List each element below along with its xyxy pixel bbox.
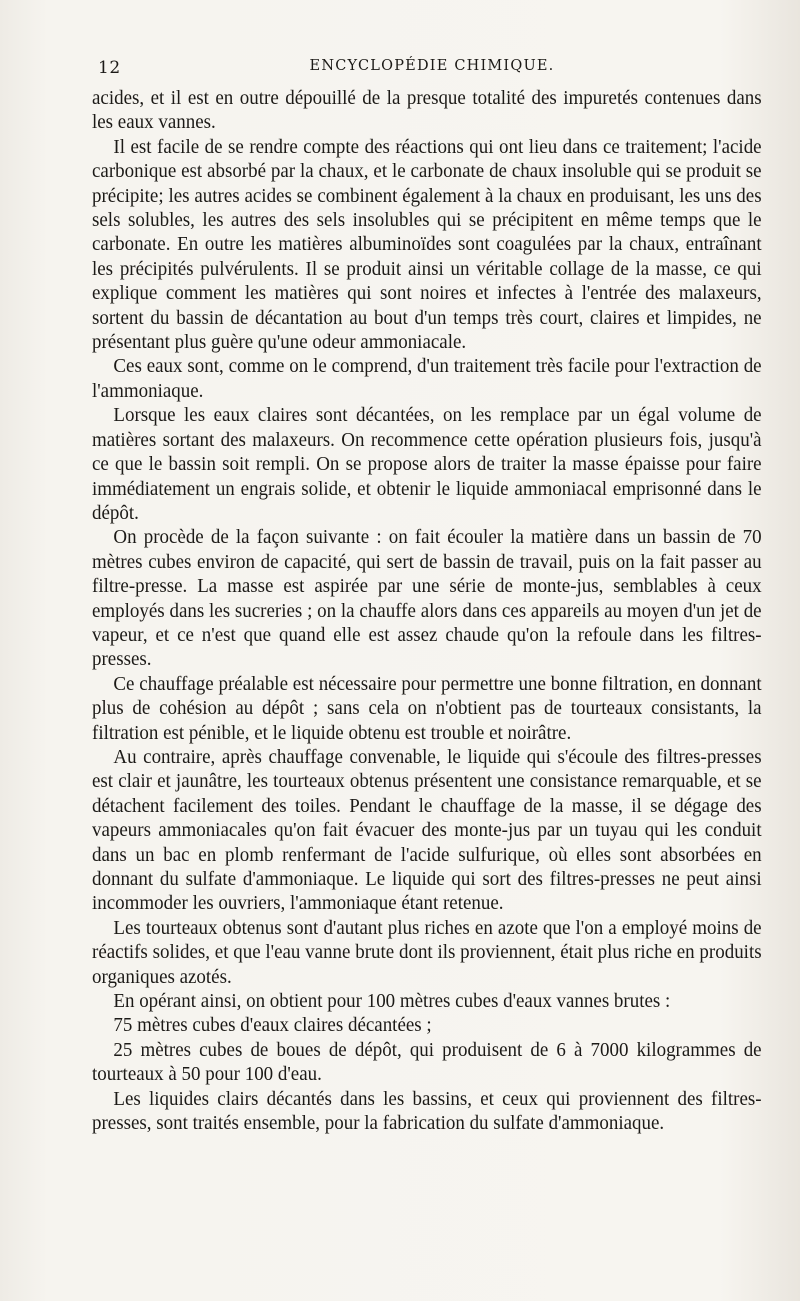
- page-number: 12: [98, 58, 121, 78]
- paragraph-liquids: Les liquides clairs décantés dans les bassins, et ceux qui proviennent des filtres-presses, sont traités ensemble, pour la fabrication du sulfate d'ammoniaque.: [92, 1087, 762, 1135]
- running-title: ENCYCLOPÉDIE CHIMIQUE.: [309, 58, 555, 74]
- paragraph-yield-sludge: 25 mètres cubes de boues de dépôt, qui produisent de 6 à 7000 kilogrammes de tourteaux à 50 pour 100 d'eau.: [92, 1038, 762, 1086]
- paragraph-procedure: On procède de la façon suivante : on fait écouler la matière dans un bassin de 70 mètres cubes environ de capacité, qui sert de bassin de travail, puis on la fait passer au filtre-presse. La masse est aspirée par une série de monte-jus, semblables à ceux employés dans les sucreries ; on la chauffe alors dans ces appareils au moyen d'un jet de vapeur, et ce n'est que quand elle est assez chaude qu'on la refoule dans les filtres-presses.: [92, 526, 762, 671]
- paragraph-after-heating: Au contraire, après chauffage convenable, le liquide qui s'écoule des filtres-presses est clair et jaunâtre, les tourteaux obtenus présentent une consistance remarquable, et se détachent facilement des toiles. Pendant le chauffage de la masse, il se dégage des vapeurs ammoniacales qu'on fait évacuer des monte-jus par un tuyau qui les conduit dans un bac en plomb renfermant de l'acide sulfurique, où elles sont absorbées en donnant du sulfate d'ammoniaque. Le liquide qui sort des filtres-presses ne peut ainsi incommoder les ouvriers, l'ammoniaque étant retenue.: [92, 745, 762, 915]
- paragraph-yield-intro: En opérant ainsi, on obtient pour 100 mètres cubes d'eaux vannes brutes :: [113, 990, 671, 1013]
- paragraph-preheating: Ce chauffage préalable est nécessaire pour permettre une bonne filtration, en donnant plus de cohésion au dépôt ; sans cela on n'obtient pas de tourteaux consistants, la filtration est pénible, et le liquide obtenu est trouble et noirâtre.: [92, 672, 762, 744]
- paragraph-extraction: Ces eaux sont, comme on le comprend, d'un traitement très facile pour l'extraction de l'ammoniaque.: [92, 355, 762, 402]
- paragraph-cakes: Les tourteaux obtenus sont d'autant plus riches en azote que l'on a employé moins de réactifs solides, et que l'eau vanne brute dont ils proviennent, était plus riche en produits organiques azotés.: [92, 916, 762, 988]
- paragraph-reactions: Il est facile de se rendre compte des réactions qui ont lieu dans ce traitement; l'acide carbonique est absorbé par la chaux, et le carbonate de chaux insoluble qui se produit se précipite; les autres acides se combinent également à la chaux en produisant, les uns des sels solubles, les autres des sels insolubles qui se précipitent en même temps que le carbonate. En outre les matières albuminoïdes sont coagulées par la chaux, entraînant les précipités pulvérulents. Il se produit ainsi un véritable collage de la masse, ce qui explique comment les matières qui sont noires et infectes à l'entrée des malaxeurs, sortent du bassin de décantation au bout d'un temps très court, claires et limpides, ne présentant plus guère qu'une odeur ammoniacale.: [92, 135, 762, 354]
- body-text: [92, 86, 762, 1135]
- paragraph-decantation: Lorsque les eaux claires sont décantées, on les remplace par un égal volume de matières sortant des malaxeurs. On recommence cette opération plusieurs fois, jusqu'à ce que le bassin soit rempli. On se propose alors de traiter la masse épaisse pour faire immédiatement un engrais solide, et obtenir le liquide ammoniacal emprisonné dans le dépôt.: [92, 404, 762, 524]
- page-header: [98, 58, 766, 84]
- paragraph-continuation: acides, et il est en outre dépouillé de la presque totalité des impuretés contenues dans les eaux vannes.: [92, 87, 762, 134]
- paragraph-yield-clear: 75 mètres cubes d'eaux claires décantées ;: [113, 1014, 432, 1037]
